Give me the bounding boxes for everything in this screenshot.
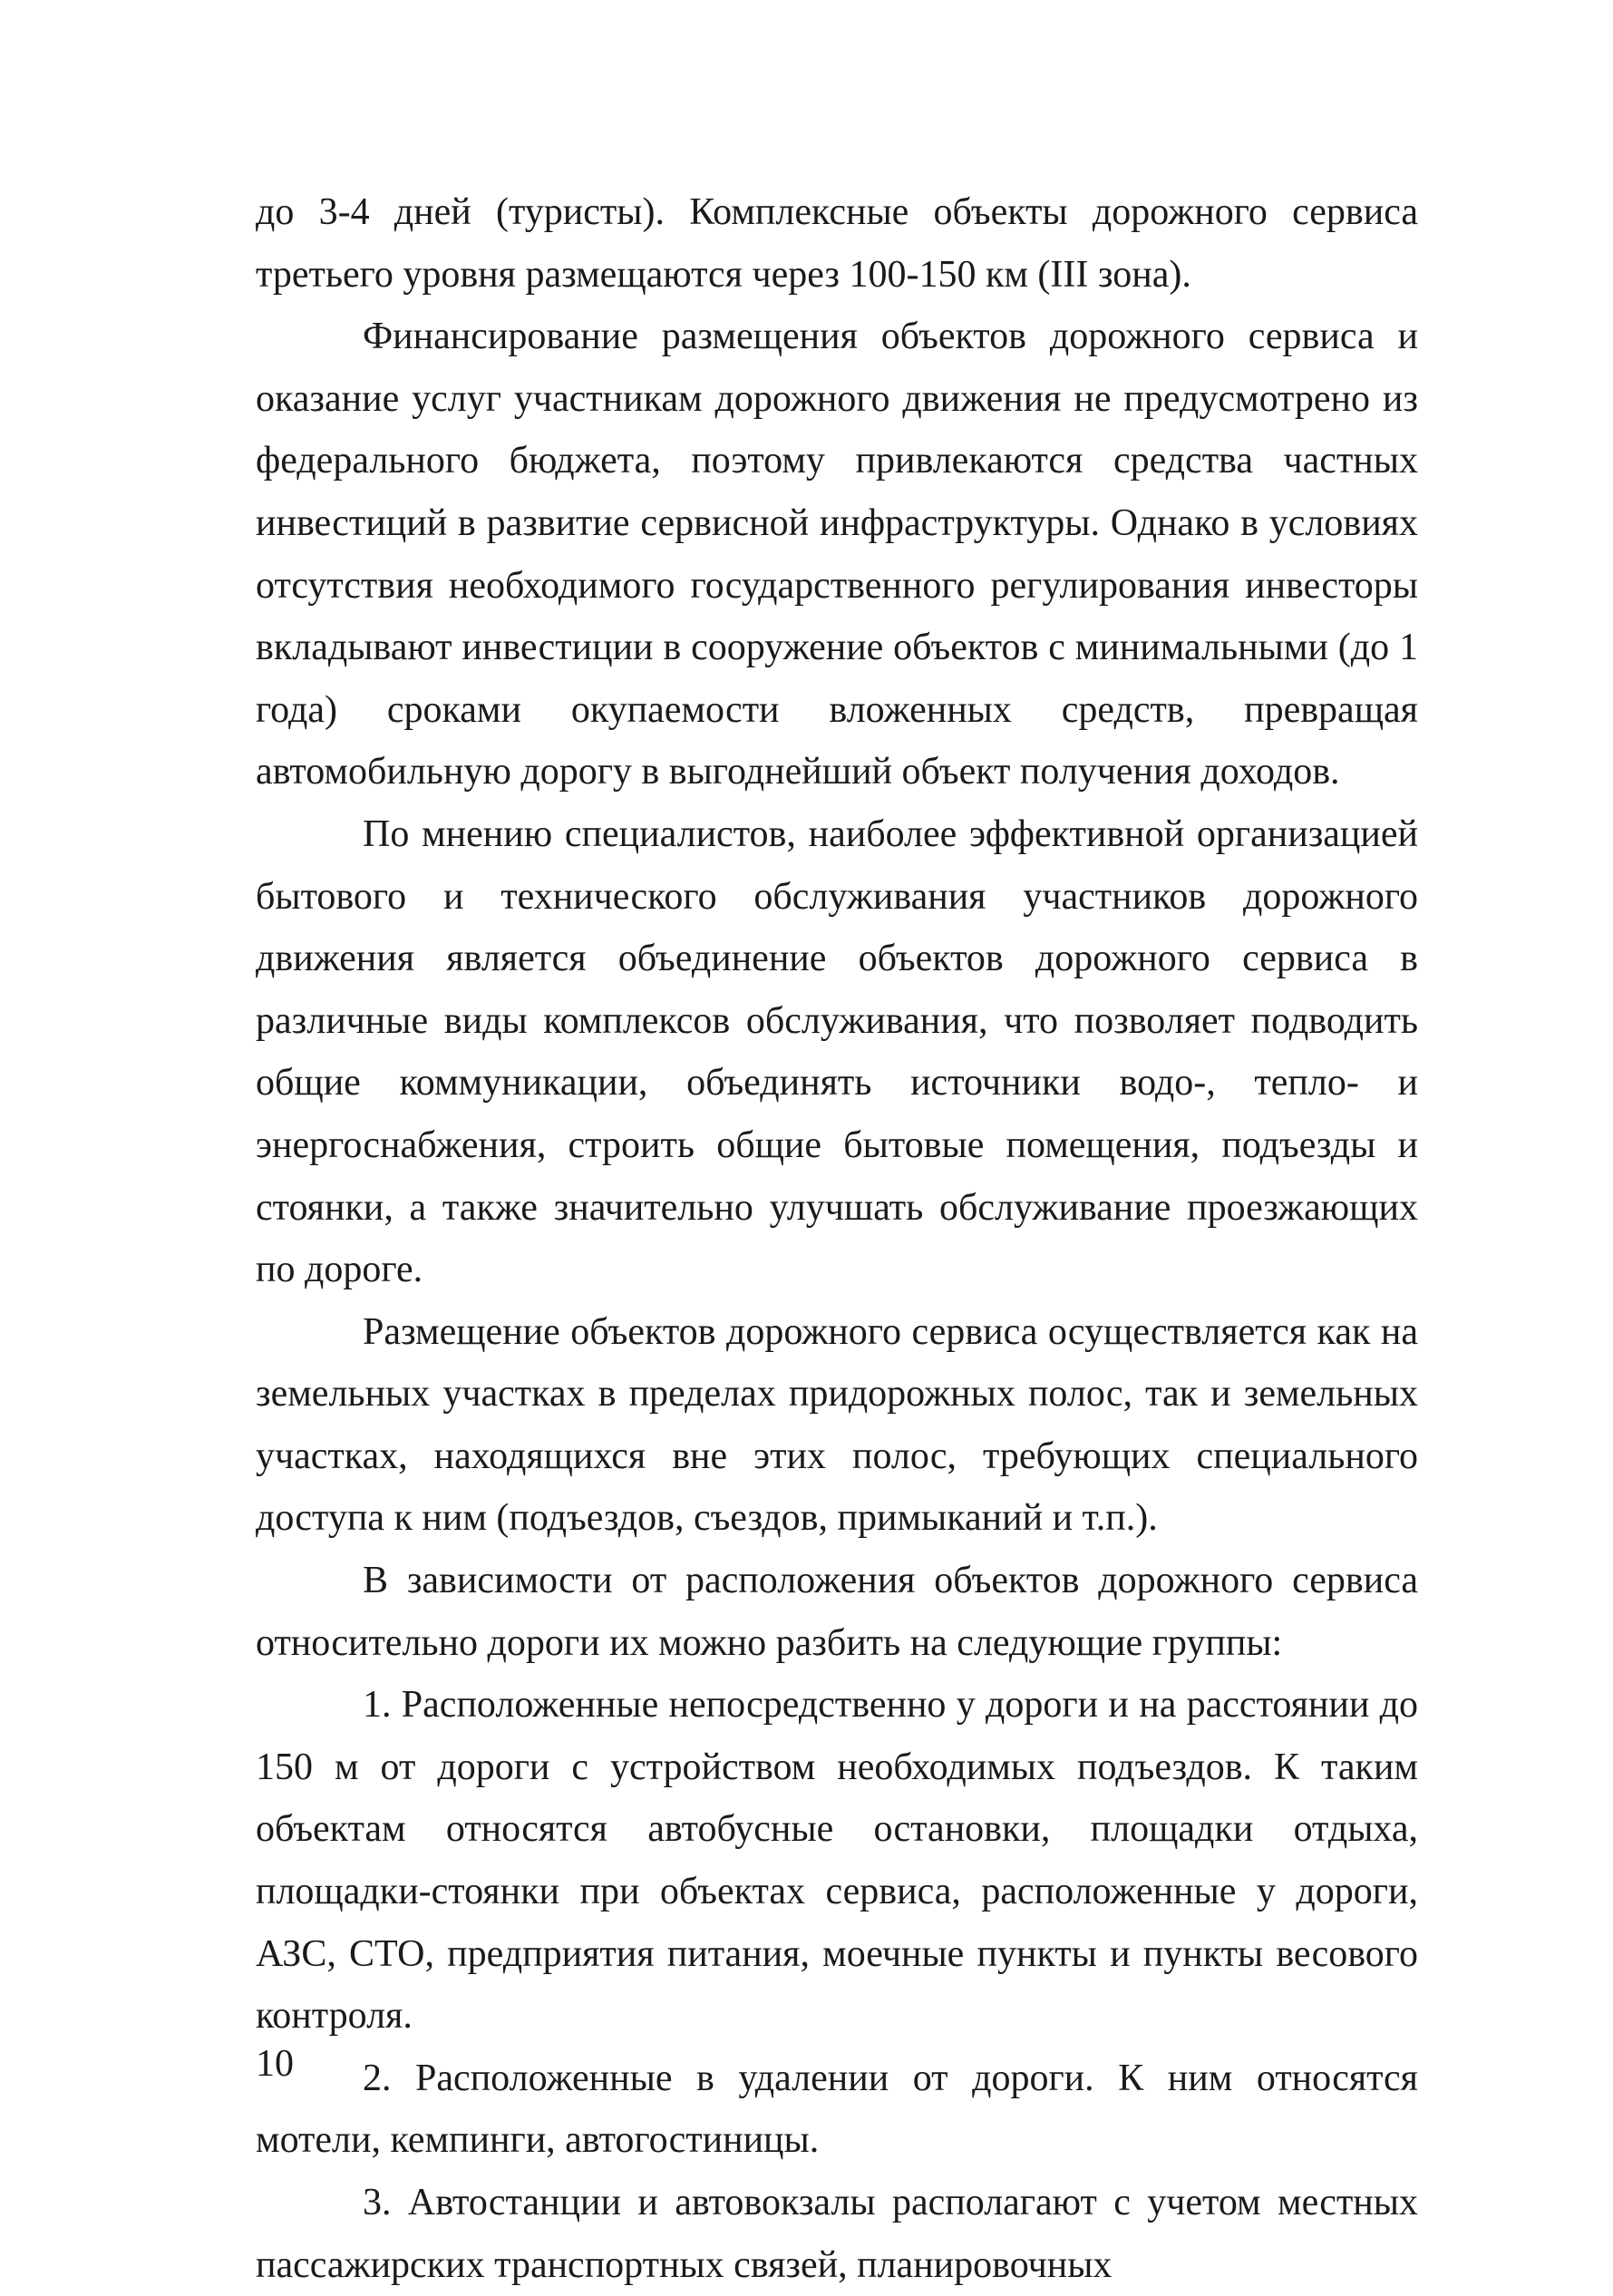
paragraph-3: По мнению специалистов, наиболее эффективной организацией бытового и технического обслуживания участников дорожного движения является объединение объектов дорожного сервиса в различные виды комплексов обслуживания, что позволяет подводить общие коммуникации, объединять источники водо-, тепло- и энергоснабжения, строить общие бытовые помещения, подъезды и стоянки, а также значительно улучшать обслуживание проезжающих по дороге. — [256, 812, 1418, 1291]
paragraph-1: до 3-4 дней (туристы). Комплексные объекты дорожного сервиса третьего уровня размещаются через 100-150 км (III зона). — [256, 191, 1418, 296]
list-item-1: 1. Расположенные непосредственно у дороги и на расстоянии до 150 м от дороги с устройством необходимых подъездов. К таким объектам относятся автобусные остановки, площадки отдыха, площадки-стоянки при объектах сервиса, расположенные у дороги, АЗС, СТО, предприятия питания, моечные пункты и пункты весового контроля. — [256, 1684, 1418, 2038]
page-number: 10 — [256, 2043, 294, 2085]
paragraph-2: Финансирование размещения объектов дорожного сервиса и оказание услуг участникам дорожного движения не предусмотрено из федерального бюджета, поэтому привлекаются средства частных инвестиций в развитие сервисной инфраструктуры. Однако в условиях отсутствия необходимого государственного регулирования инвесторы вкладывают инвестиции в сооружение объектов с минимальными (до 1 года) сроками окупаемости вложенных средств, превращая автомобильную дорогу в выгоднейший объект получения доходов. — [256, 316, 1418, 793]
list-item-3: 3. Автостанции и автовокзалы располагают с учетом местных пассажирских транспортных связей, планировочных — [256, 2182, 1418, 2286]
list-item-2: 2. Расположенные в удалении от дороги. К ним относятся мотели, кемпинги, автогостиницы. — [256, 2057, 1418, 2162]
paragraph-4: Размещение объектов дорожного сервиса осуществляется как на земельных участках в пределах придорожных полос, так и земельных участках, находящихся вне этих полос, требующих специального доступа к ним (подъездов, съездов, примыканий и т.п.). — [256, 1310, 1418, 1540]
paragraph-5: В зависимости от расположения объектов дорожного сервиса относительно дороги их можно разбить на следующие группы: — [256, 1560, 1418, 1664]
body-text — [256, 181, 1418, 2296]
